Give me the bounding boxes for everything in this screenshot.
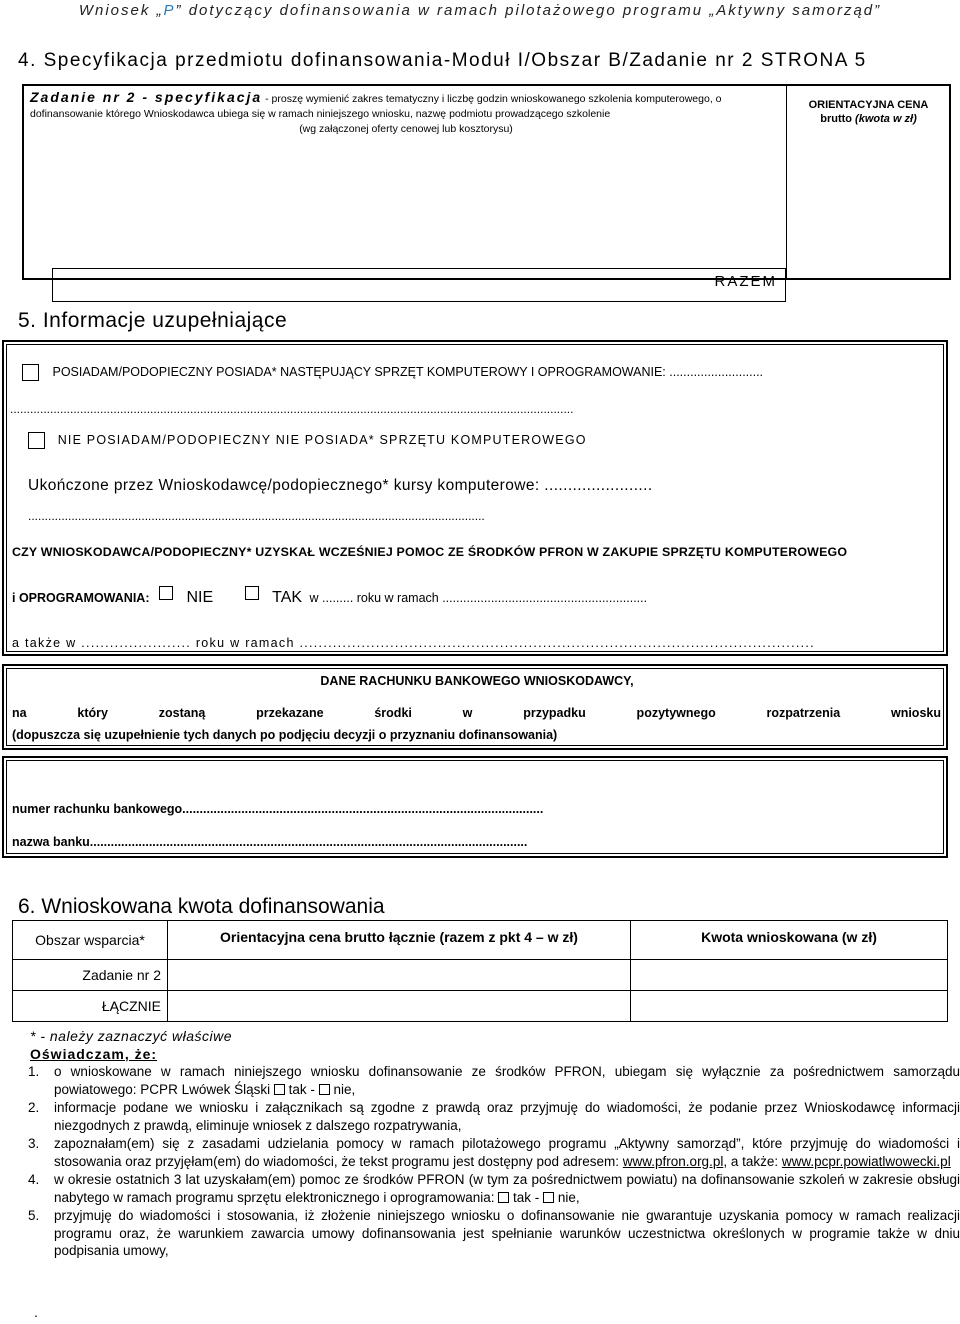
declaration-item: 4. w okresie ostatnich 3 lat uzyskałam(em) pomoc ze środków PFRON (w tym za pośrednictwem powiatu) na dofinansowanie szkoleń w zakresie obsługi nabytego w ramach programu sprzętu elektronicznego i oprogramowania: tak - nie, [28,1172,960,1205]
specification-cell[interactable] [30,90,782,137]
pcpr-link[interactable]: www.pcpr.powiatlwowecki.pl [781,1153,951,1169]
pfron-link[interactable]: www.pfron.org.pl [622,1153,724,1169]
bank-account-box [2,756,948,858]
row-total: ŁĄCZNIE [13,991,168,1022]
col-price: Orientacyjna cena brutto łącznie (razem z pkt 4 – w zł) [168,921,631,960]
completed-courses-continued: ......................................................................................................................................... [28,509,485,523]
bank-name-field[interactable]: nazwa banku.............................................................................................................................. [12,835,528,849]
account-number-field[interactable]: numer rachunku bankowego........................................................................................................ [12,802,544,816]
section-4-title: 4. Specyfikacja przedmiotu dofinansowania-Moduł I/Obszar B/Zadanie nr 2 STRONA 5 [18,50,867,71]
checkbox-decl4-nie[interactable] [543,1192,554,1203]
checkbox-has-equipment[interactable] [22,364,39,381]
option-no-equipment: NIE POSIADAM/PODOPIECZNY NIE POSIADA* SPRZĘTU KOMPUTEROWEGO [57,432,587,447]
option-has-equipment-continued: ......................................................................................................................................................................... [10,402,574,416]
pfron-help-question: CZY WNIOSKODAWCA/PODOPIECZNY* UZYSKAŁ WCZEŚNIEJ POMOC ZE ŚRODKÓW PFRON W ZAKUPIE SPRZĘTU KOMPUTEROWEGO [12,545,848,559]
also-line: a także w ....................... roku w ramach ............................................................................................................ [12,636,815,650]
razem-row [52,268,786,302]
section-5-title: 5. Informacje uzupełniające [18,309,288,332]
section-6-title: 6. Wnioskowana kwota dofinansowania [18,895,385,918]
checkbox-decl1-tak[interactable] [274,1084,285,1095]
declare-heading: Oświadczam, że: [30,1045,158,1062]
col-requested: Kwota wnioskowana (w zł) [631,921,948,960]
tak-details-line: w ......... roku w ramach ........................................................... [309,591,648,605]
label-tak: TAK [272,589,303,606]
specification-box [22,84,951,280]
trailing-dot: . [34,1304,38,1320]
declaration-item: 5. przyjmuję do wiadomości i stosowania, iż złożenie niniejszego wniosku o dofinansowanie nie gwarantuje uzyskania pomocy w ramach realizacji programu oraz, że warunkiem zawarcia umowy dofinansowania jest spełnianie warunków uczestnictwa określonych w programie także w dniu podpisania umowy, [28,1208,960,1258]
footnote: * - należy zaznaczyć właściwe [30,1028,233,1044]
option-has-equipment: POSIADAM/PODOPIECZNY POSIADA* NASTĘPUJĄCY SPRZĘT KOMPUTEROWY I OPROGRAMOWANIE: ........................... [52,364,764,379]
checkbox-decl1-nie[interactable] [319,1084,330,1095]
bank-line-1: na który zostaną przekazane środki w przypadku pozytywnego rozpatrzenia wniosku [12,706,941,720]
declaration-item: 3. zapoznałam(em) się z zasadami udzielania pomocy w ramach pilotażowego programu „Aktywny samorząd”, które przyjmuję do wiadomości i stosowania oraz przyjęłam(em) do wiadomości, że tekst programu jest dostępny pod adresem: www.pfron.org.pl, a także: www.pcpr.powiatlwowecki.pl [28,1136,960,1169]
cell-total-price[interactable] [168,991,631,1022]
spec-heading: Zadanie nr 2 - specyfikacja [30,89,263,105]
cell-total-requested[interactable] [631,991,948,1022]
bank-line-2: (dopuszcza się uzupełnienie tych danych po podjęciu decyzji o przyznaniu dofinansowania) [12,728,558,742]
label-nie: NIE [186,589,214,606]
checkbox-decl4-tak[interactable] [498,1192,509,1203]
cell-task-2-requested[interactable] [631,960,948,991]
checkbox-no-equipment[interactable] [28,432,45,449]
col-support-area: Obszar wsparcia* [13,921,168,960]
bank-info-box [2,664,948,750]
page-header: Wniosek „P” dotyczący dofinansowania w ramach pilotażowego programu „Aktywny samorząd” [78,2,882,19]
razem-label: RAZEM [714,273,777,290]
completed-courses-line: Ukończone przez Wnioskodawcę/podopiecznego* kursy komputerowe: ....................... [28,477,653,494]
checkbox-nie[interactable] [159,586,173,600]
declarations [0,1028,960,1261]
declaration-item: 2. informacje podane we wniosku i załącznikach są zgodne z prawdą oraz przyjmuję do wiadomości, że podanie przez Wnioskodawcę informacji niezgodnych z prawdą, eliminuje wniosek z dalszego rozpatrywania, [28,1100,960,1133]
spec-text: - proszę wymienić zakres tematyczny i liczbę godzin wnioskowanego szkolenia komputerowego, o dofinansowanie którego Wnioskodawca ubiega się w ramach niniejszego wniosku, nazwę podmiotu prowadzącego szkolenie [30,93,722,120]
requested-amount-table [12,920,948,1022]
bank-title: DANE RACHUNKU BANKOWEGO WNIOSKODAWCY, [320,674,634,688]
supplementary-info-box [2,340,948,656]
pfron-help-question-2: i OPROGRAMOWANIA: [12,591,150,605]
spec-note: (wg załączonej oferty cenowej lub kosztorysu) [299,123,513,135]
cell-task-2-price[interactable] [168,960,631,991]
row-task-2: Zadanie nr 2 [13,960,168,991]
checkbox-tak[interactable] [245,586,259,600]
declaration-item: 1. o wnioskowane w ramach niniejszego wniosku dofinansowanie ze środków PFRON, ubiegam się wyłącznie za pośrednictwem samorządu powiatowego: PCPR Lwówek Śląski tak - nie, [28,1064,960,1097]
price-header: ORIENTACYJNA CENA brutto (kwota w zł) [808,99,929,125]
